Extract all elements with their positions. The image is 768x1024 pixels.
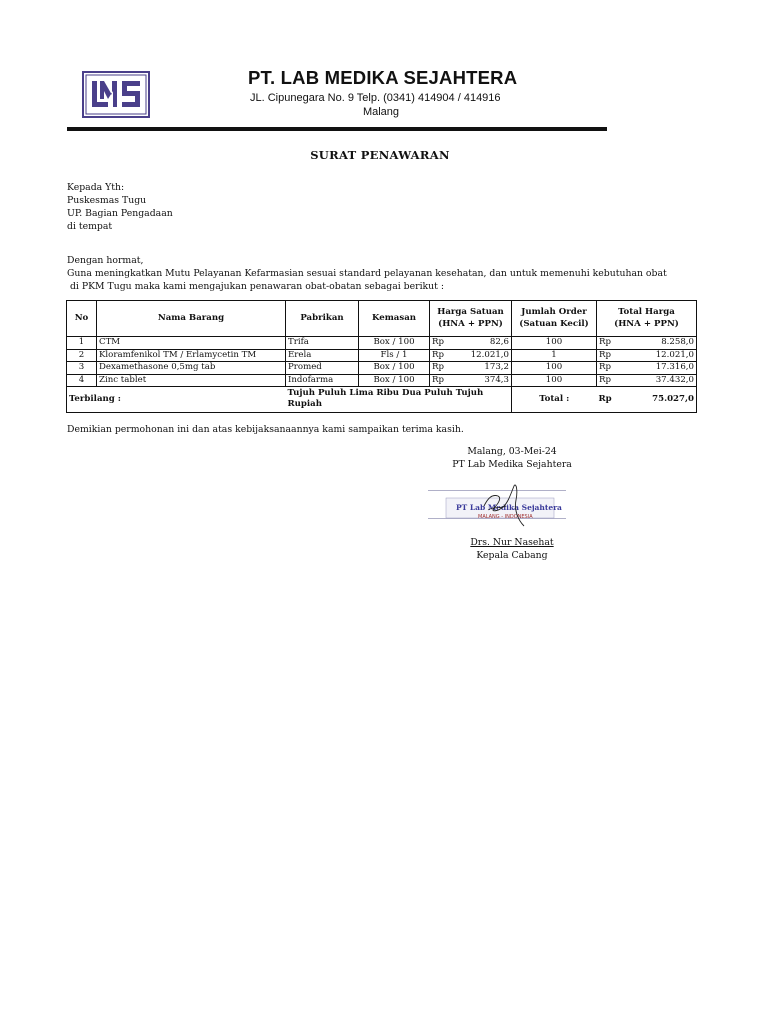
header-divider [67,127,607,131]
header-jumlah-order [512,301,597,337]
cell-currency: Rp [597,362,621,375]
header-total-harga [597,301,697,337]
cell-harga-satuan: 374,3 [454,374,512,387]
cell-pabrikan: Promed [286,362,359,375]
cell-no: 4 [67,374,97,387]
cell-nama-barang: CTM [97,337,286,350]
company-name: PT. LAB MEDIKA SEJAHTERA [248,67,518,88]
total-value: 75.027,0 [621,387,697,413]
cell-currency: Rp [430,374,454,387]
intro-block [67,254,667,293]
stamp-location: MALANG - INDONESIA [478,514,533,520]
recipient-line: Puskesmas Tugu [67,195,147,206]
header-pabrikan: Pabrikan [286,301,359,337]
header-jumlah-order-line1: Jumlah Order [521,307,587,317]
cell-harga-satuan: 12.021,0 [454,349,512,362]
header-harga-satuan [430,301,512,337]
cell-no: 3 [67,362,97,375]
cell-nama-barang: Zinc tablet [97,374,286,387]
table-header-row [67,301,697,337]
offer-table [66,300,697,413]
greeting: Dengan hormat, [67,255,144,266]
cell-currency: Rp [430,349,454,362]
table-row [67,362,697,375]
letter-title: SURAT PENAWARAN [310,148,450,162]
cell-jumlah-order: 1 [512,349,597,362]
cell-pabrikan: Trifa [286,337,359,350]
intro-line: Guna meningkatkan Mutu Pelayanan Kefarmasian sesuai standard pelayanan kesehatan, dan untuk memenuhi kebutuhan obat [67,268,667,279]
recipient-line: Kepada Yth: [67,182,125,193]
cell-nama-barang: Kloramfenikol TM / Erlamycetin TM [97,349,286,362]
header-jumlah-order-line2: (Satuan Kecil) [519,318,589,329]
total-currency: Rp [597,387,621,413]
cell-total-harga: 17.316,0 [621,362,697,375]
cell-harga-satuan: 82,6 [454,337,512,350]
cell-jumlah-order: 100 [512,374,597,387]
signature-company: PT Lab Medika Sejahtera [452,459,572,470]
header-total-harga-line1: Total Harga [618,307,675,317]
cell-kemasan: Box / 100 [359,374,430,387]
cell-total-harga: 8.258,0 [621,337,697,350]
closing-text: Demikian permohonan ini dan atas kebijaksanaannya kami sampaikan terima kasih. [67,424,464,435]
cell-nama-barang: Dexamethasone 0,5mg tab [97,362,286,375]
stamp-company: PT Lab Medika Sejahtera [456,503,562,512]
table-row [67,337,697,350]
place-date: Malang, 03-Mei-24 [467,446,557,457]
company-city: Malang [362,106,400,118]
terbilang-label: Terbilang : [67,387,286,413]
cell-no: 1 [67,337,97,350]
cell-kemasan: Box / 100 [359,362,430,375]
signer-block [428,536,596,562]
cell-pabrikan: Indofarma [286,374,359,387]
cell-jumlah-order: 100 [512,362,597,375]
header-harga-satuan-line1: Harga Satuan [437,307,504,317]
cell-currency: Rp [597,337,621,350]
recipient-line: di tempat [67,221,113,232]
cell-no: 2 [67,349,97,362]
recipient-line: UP. Bagian Pengadaan [67,208,173,219]
company-address: JL. Cipunegara No. 9 Telp. (0341) 414904 / 414916 [250,92,501,104]
header-no: No [67,301,97,337]
recipient-block [67,181,173,233]
header-nama-barang: Nama Barang [97,301,286,337]
cell-total-harga: 37.432,0 [621,374,697,387]
cell-harga-satuan: 173,2 [454,362,512,375]
signer-position: Kepala Cabang [476,550,548,561]
cell-currency: Rp [430,362,454,375]
company-stamp-signature [428,476,568,530]
cell-pabrikan: Erela [286,349,359,362]
intro-line: di PKM Tugu maka kami mengajukan penawaran obat-obatan sebagai berikut : [67,281,444,292]
cell-jumlah-order: 100 [512,337,597,350]
cell-kemasan: Fls / 1 [359,349,430,362]
signature-header [428,445,596,471]
table-total-row [67,387,697,413]
cell-currency: Rp [597,374,621,387]
cell-kemasan: Box / 100 [359,337,430,350]
cell-currency: Rp [430,337,454,350]
table-row [67,374,697,387]
cell-currency: Rp [597,349,621,362]
header-total-harga-line2: (HNA + PPN) [614,318,679,329]
header-harga-satuan-line2: (HNA + PPN) [438,318,503,329]
table-row [67,349,697,362]
terbilang-text: Tujuh Puluh Lima Ribu Dua Puluh Tujuh Rupiah [286,387,512,413]
signer-name: Drs. Nur Nasehat [470,537,554,548]
total-label: Total : [512,387,597,413]
cell-total-harga: 12.021,0 [621,349,697,362]
header-kemasan: Kemasan [359,301,430,337]
company-logo [82,71,150,118]
